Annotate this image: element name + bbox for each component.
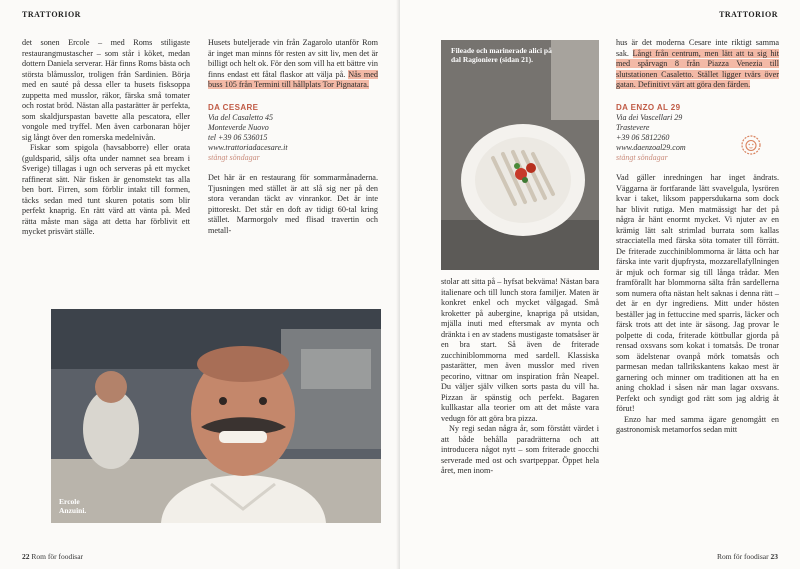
- text-run: Husets buteljerade vin från Zagarolo utanför Rom är inget man minns för resten av sitt liv, men det är billigt och helt ok. För den som vill ha ett bättre vin finns endast ett fåtal flaskor att välja på.: [208, 38, 378, 79]
- text-run: hus är det moderna Cesare inte riktigt samma sak.: [616, 38, 779, 58]
- venue-phone: +39 06 5812260: [616, 133, 670, 142]
- venue-web: www.trattoriadacesare.it: [208, 143, 288, 152]
- venue-closed: stängt söndagar: [616, 153, 668, 162]
- venue-name: DA CESARE: [208, 102, 259, 112]
- photo-caption: Fileade och marinerade alici på dal Ragioniere (sidan 21).: [451, 46, 552, 64]
- paragraph: Fiskar som spigola (havsabborre) eller orata (guldsparid, säljs ofta under namnet sea bream i Sverige) tillagas i ugn och serveras på ett mycket raffinerat sätt. När fisken är genomstekt tas alla ben bort. Firren, som förblir intakt till formen, täcks sedan med tunt skuren potatis som blir perfekt knaprig. En rätt värd att vänta på. Med rätta måste man säga att detta har förblivit ett mycket prisvärt ställe.: [22, 143, 190, 236]
- venue-phone: tel +39 06 536015: [208, 133, 268, 142]
- photo-caption: Ercole Anzuini.: [59, 497, 87, 515]
- venue-area: Monteverde Nuovo: [208, 123, 269, 132]
- photo-anchovy-plate: [441, 40, 599, 270]
- venue-area: Trastevere: [616, 123, 650, 132]
- left-column-2: [208, 38, 378, 236]
- page-footer-right: [717, 552, 778, 561]
- paragraph: det sonen Ercole – med Roms stiligaste restaurangmustascher – som står i köket, medan dottern Daniela serverar. Här finns Roms bästa och största blåmusslor, troligen från Sardinien. Börja med en sauté på dessa eller ta husets fisksoppa zuppetta med musslor, räkor, färska små tomater och rostat bröd. Nästan alla pastarätter är perfekta, som skaldjurspastan bavette alla pescatora, eller vongole med tryffel. Men även carbonaran höjer sig långt över den romerska medelnivån.: [22, 38, 190, 142]
- highlighted-text: Nås med buss 105 från Termini till hållplats Tor Pignatara.: [208, 69, 378, 89]
- footer-title: Rom för foodisar: [716, 552, 769, 561]
- paragraph: Enzo har med samma ägare genomgått en gastronomisk metamorfos sedan mitt: [616, 414, 779, 434]
- venue-name: DA ENZO AL 29: [616, 102, 681, 112]
- venue-info-da-cesare: [208, 103, 378, 164]
- paragraph: stolar att sitta på – hyfsat bekväma! Nästan bara italienare och till lunch stora familjer. Maten är konkret enkel och mycket välgagad. Små kroketter på aubergine, knapriga på utsidan, mjälla inuti med eftersmak av mynta och dränkta i en av stadens mustigaste tomatsåser är en bra start. Så även de friterade zucchiniblommorna med sardell. Klassiska pastarätter, men även musslor med riven pecorino, vittnar om inspiration från Neapel. Du väljer själv vilken sorts pasta du vill ha. Pizzan är spänstig och perfekt. Bagaren kullkastar alla teorier om att det måste vara vedugn för att göra bra pizza.: [441, 277, 599, 423]
- paragraph: Vad gäller inredningen har inget ändrats. Väggarna är fortfarande lätt svavelgula, lysrören kvar i taket, liksom pappersdukarna som dock har blivit rutiga. Men matmässigt har det på några år hänt enormt mycket. Vi njuter av en krämig lätt salt strimlad burrata som kallas stracciatella med färska söta tomater till förrätt. De friterade zucchiniblommorna är lätta och har färska inte varit djupfrysta, mozzarellafyllningen är mjuk och formar sig till långa trådar. Men framförallt har blommorna sälta från sardellerna som numera ofta nästan helt saknas i denna rätt – det är en dyr ingrediens. Mitt under hösten beställer jag in fettuccine med sparris, läcker och färsk trots att det inte är säsong. Jag provar le polpette di coda, friterade köttbullar gjorda på rensad oxsvans som kokat i tomatsås. De tronar som ädelstenar ovanpå mörk tomatsås och parmesan medan tallrikskantens kakao mest är garnering och minner om traditionen att ha en aning choklad i såsen när man lagar oxsvans. Perfekt och syndigt god rätt som jag aldrig åt förut!: [616, 173, 779, 413]
- paragraph: Ny regi sedan några år, som förstått värdet i att både behålla paradrätterna och att introducera något nytt – som friterade gnocchi serverade med ost och svartpeppar. Öppet hela året, men inom-: [441, 424, 599, 475]
- footer-title: Rom för foodisar: [31, 552, 84, 561]
- venue-address: Via dei Vascellari 29: [616, 113, 683, 122]
- lion-head-icon: [741, 135, 761, 155]
- chef-illustration: [51, 309, 381, 523]
- photo-chef-ercole: [51, 309, 381, 523]
- section-label-left: TRATTORIOR: [22, 10, 81, 19]
- right-column-2: [616, 38, 779, 436]
- venue-web: www.daenzoal29.com: [616, 143, 686, 152]
- section-label-right: TRATTORIOR: [719, 10, 778, 19]
- right-column-1: [441, 277, 599, 477]
- venue-address: Via del Casaletto 45: [208, 113, 273, 122]
- paragraph: [616, 38, 779, 91]
- paragraph: Det här är en restaurang för sommarmånaderna. Tjusningen med stället är att slå sig ner på den stora verandan täckt av vinrankor. Det är inte pittoreskt. Det står en doft av tidigt 60-tal kring stället. Marmorgolv med flisad travertin och metall-: [208, 173, 378, 235]
- page-number: 22: [22, 552, 30, 561]
- page-number: 23: [770, 552, 778, 561]
- plate-illustration: [441, 40, 599, 270]
- paragraph: [208, 38, 378, 91]
- venue-closed: stängt söndagar: [208, 153, 260, 162]
- highlighted-text: Långt från centrum, men lätt att ta sig hit med spårvagn 8 från Piazza Venezia till slutstationen Casaletto. Stället ligger tvärs över gatan. Definitivt värt att göra den färden.: [616, 48, 779, 89]
- page-footer-left: [22, 552, 83, 561]
- left-column-1: [22, 38, 190, 238]
